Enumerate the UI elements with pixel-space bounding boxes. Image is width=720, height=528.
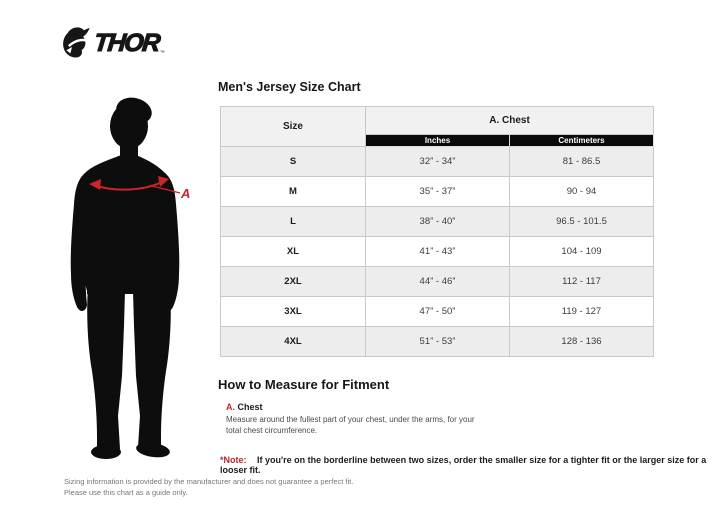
size-cell: L — [221, 207, 366, 237]
size-cell: S — [221, 147, 366, 177]
brand-mascot-icon — [60, 26, 92, 60]
size-cell: XL — [221, 237, 366, 267]
measure-item-label: Chest — [237, 402, 263, 412]
measure-item-description: Measure around the fullest part of your chest, under the arms, for your total chest circumference. — [226, 415, 475, 435]
table-row — [221, 237, 654, 267]
centimeters-cell: 81 - 86.5 — [510, 147, 654, 177]
trademark-symbol: ™ — [159, 50, 165, 56]
manufacturer-disclaimer: Sizing information is provided by the manufacturer and does not guarantee a perfect fit. Please use this chart as a guide only. — [64, 477, 354, 497]
col-subheader-centimeters: Centimeters — [510, 135, 654, 147]
col-header-size: Size — [221, 107, 366, 147]
measure-item-title — [226, 402, 506, 412]
size-cell: 2XL — [221, 267, 366, 297]
inches-cell: 41” - 43” — [366, 237, 510, 267]
note-text: If you're on the borderline between two sizes, order the smaller size for a tighter fit or the larger size for a looser fit. — [220, 455, 707, 475]
centimeters-cell: 112 - 117 — [510, 267, 654, 297]
size-cell: 3XL — [221, 297, 366, 327]
centimeters-cell: 90 - 94 — [510, 177, 654, 207]
centimeters-cell: 119 - 127 — [510, 297, 654, 327]
note-label: *Note: — [220, 455, 247, 465]
inches-cell: 35” - 37” — [366, 177, 510, 207]
centimeters-cell: 104 - 109 — [510, 237, 654, 267]
inches-cell: 38” - 40” — [366, 207, 510, 237]
brand-wordmark: THOR — [92, 28, 161, 57]
inches-cell: 44” - 46” — [366, 267, 510, 297]
size-chart-table — [220, 106, 654, 357]
size-cell: M — [221, 177, 366, 207]
table-row — [221, 207, 654, 237]
measure-item-letter: A. — [226, 402, 235, 412]
chest-measure-label: A — [181, 186, 191, 201]
table-row — [221, 327, 654, 357]
measure-heading: How to Measure for Fitment — [218, 377, 390, 392]
col-subheader-inches: Inches — [366, 135, 510, 147]
size-cell: 4XL — [221, 327, 366, 357]
inches-cell: 32” - 34” — [366, 147, 510, 177]
male-silhouette — [71, 94, 180, 459]
thor-logo — [60, 26, 165, 60]
page-title: Men's Jersey Size Chart — [218, 80, 361, 94]
table-row — [221, 267, 654, 297]
table-row — [221, 147, 654, 177]
centimeters-cell: 96.5 - 101.5 — [510, 207, 654, 237]
table-row — [221, 297, 654, 327]
measure-item-chest — [226, 402, 506, 437]
male-silhouette-figure — [52, 86, 222, 476]
centimeters-cell: 128 - 136 — [510, 327, 654, 357]
inches-cell: 51” - 53” — [366, 327, 510, 357]
table-row — [221, 177, 654, 207]
col-header-chest: A. Chest — [366, 107, 654, 135]
inches-cell: 47” - 50” — [366, 297, 510, 327]
sizing-note — [220, 455, 712, 475]
